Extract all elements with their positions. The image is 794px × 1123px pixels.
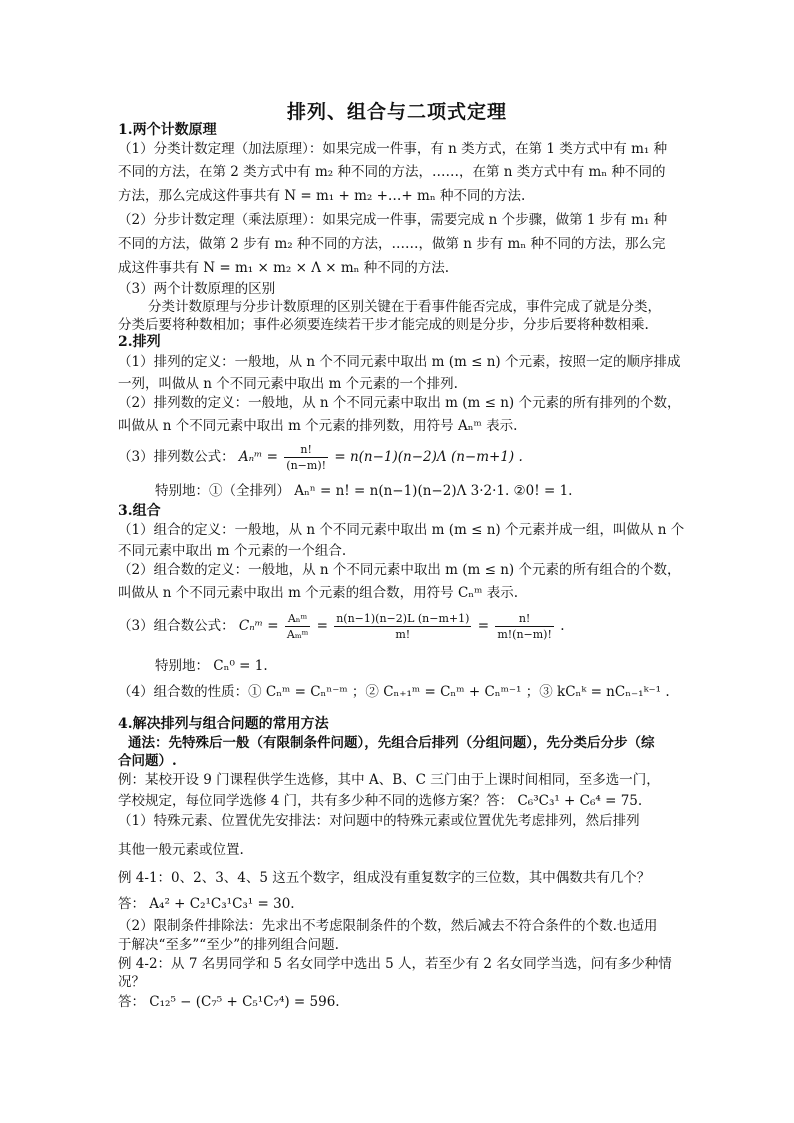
text-line: 其他一般元素或位置.	[118, 842, 244, 858]
text-line-bold: 通法：先特殊后一般（有限制条件问题），先组合后排列（分组问题），先分类后分步（综	[128, 735, 655, 751]
equals-sign: =	[316, 618, 328, 634]
formula-rhs: = n(n−1)(n−2)Λ (n−m+1) .	[334, 449, 523, 465]
fraction	[495, 611, 554, 642]
text-line: （2）分步计数定理（乘法原理）：如果完成一件事，需要完成 n 个步骤，做第 1 步有 m₁ 种	[118, 212, 668, 228]
formula-lhs: Cₙᵐ =	[238, 618, 279, 634]
text-line: （1）特殊元素、位置优先安排法：对问题中的特殊元素或位置优先考虑排列，然后排列	[118, 813, 640, 829]
text-line: （1）分类计数定理（加法原理）：如果完成一件事，有 n 类方式，在第 1 类方式中有 m₁ 种	[118, 141, 668, 157]
period: .	[560, 618, 565, 634]
text-line: 例 4-1：0、2、3、4、5 这五个数字，组成没有重复数字的三位数，其中偶数共有几个？	[118, 870, 651, 886]
fraction-numerator: n!	[495, 611, 554, 627]
text-line: 答： A₄² + C₂¹C₃¹C₃¹ = 30.	[118, 896, 295, 912]
text-line: 况？	[118, 974, 145, 990]
fraction-numerator: n(n−1)(n−2)L (n−m+1)	[336, 612, 470, 625]
text-line: 特别地：①（全排列） Aₙⁿ = n! = n(n−1)(n−2)Λ 3·2·1. ②0! = 1.	[155, 483, 573, 499]
fraction-denominator: m!	[395, 628, 411, 641]
text-line: 分类后要将种数相加；事件必须要连续若干步才能完成的则是分步，分步后要将种数相乘.	[118, 317, 649, 333]
text-line: 方法，那么完成这件事共有 N = m₁ + m₂ +…+ mₙ 种不同的方法.	[118, 188, 526, 204]
formula-label: （3）排列数公式：	[118, 449, 235, 465]
text-line: （1）组合的定义：一般地，从 n 个不同元素中取出 m (m ≤ n) 个元素并成一组，叫做从 n 个	[118, 522, 685, 538]
text-line: 分类计数原理与分步计数原理的区别关键在于看事件能否完成，事件完成了就是分类，	[148, 299, 661, 315]
formula-label: （3）组合数公式：	[118, 618, 235, 634]
text-line: 不同的方法，在第 2 类方式中有 m₂ 种不同的方法，……，在第 n 类方式中有 mₙ 种不同的	[118, 164, 666, 180]
text-line: 特别地： Cₙ⁰ = 1.	[155, 658, 268, 674]
text-line-bold: 合问题）.	[118, 753, 177, 769]
section-2-heading: 2.排列	[118, 334, 161, 350]
text-line: 不同的方法，做第 2 步有 m₂ 种不同的方法，……，做第 n 步有 mₙ 种不同的方法，那么完	[118, 236, 666, 252]
text-line: 不同元素中取出 m 个元素的一个组合.	[118, 543, 347, 559]
text-line: （1）排列的定义：一般地，从 n 个不同元素中取出 m (m ≤ n) 个元素，按照一定的顺序排成	[118, 354, 681, 370]
section-4-heading: 4.解决排列与组合问题的常用方法	[118, 716, 329, 732]
fraction-denominator: Aₘᵐ	[286, 628, 309, 641]
permutation-formula	[118, 440, 683, 474]
text-line: 例 4-2：从 7 名男同学和 5 名女同学中选出 5 人，若至少有 2 名女同学当选，问有多少种情	[118, 956, 672, 972]
section-1-heading: 1.两个计数原理	[118, 122, 217, 138]
text-line: 叫做从 n 个不同元素中取出 m 个元素的组合数，用符号 Cₙᵐ 表示.	[118, 585, 518, 601]
equals-sign: =	[477, 618, 490, 634]
text-line: （2）组合数的定义：一般地，从 n 个不同元素中取出 m (m ≤ n) 个元素的所有组合的个数，	[118, 562, 681, 578]
text-line: 于解决“至多”“至少”的排列组合问题.	[118, 937, 339, 953]
fraction-numerator: n!	[284, 442, 328, 458]
text-line: （4）组合数的性质：① Cₙᵐ = Cₙⁿ⁻ᵐ ；② Cₙ₊₁ᵐ = Cₙᵐ + Cₙᵐ⁻¹ ；③ kCₙᵏ = nCₙ₋₁ᵏ⁻¹ .	[118, 684, 670, 700]
fraction-denominator: (n−m)!	[286, 459, 327, 472]
text-line: （3）两个计数原理的区别	[118, 281, 276, 297]
fraction	[284, 442, 328, 473]
fraction-numerator: Aₙᵐ	[285, 611, 310, 627]
text-line: 答： C₁₂⁵ − (C₇⁵ + C₅¹C₇⁴) = 596.	[118, 994, 340, 1010]
fraction	[285, 611, 310, 642]
text-line: （2）限制条件排除法：先求出不考虑限制条件的个数，然后减去不符合条件的个数.也适用	[118, 918, 658, 934]
formula-lhs: Aₙᵐ =	[238, 449, 278, 465]
fraction-denominator: m!(n−m)!	[497, 628, 552, 641]
text-line: 叫做从 n 个不同元素中取出 m 个元素的排列数，用符号 Aₙᵐ 表示.	[118, 418, 518, 434]
section-3-heading: 3.组合	[118, 503, 161, 519]
combination-formula	[118, 608, 683, 644]
text-line: 成这件事共有 N = m₁ × m₂ × Λ × mₙ 种不同的方法.	[118, 260, 450, 276]
fraction	[334, 611, 471, 642]
text-line: 学校规定，每位同学选修 4 门，共有多少种不同的选修方案？答： C₆³C₃¹ + C₆⁴ = 75.	[118, 793, 643, 809]
text-line: 一列，叫做从 n 个不同元素中取出 m 个元素的一个排列.	[118, 376, 458, 392]
text-line: （2）排列数的定义：一般地，从 n 个不同元素中取出 m (m ≤ n) 个元素的所有排列的个数，	[118, 395, 681, 411]
text-line: 例：某校开设 9 门课程供学生选修，其中 A、B、C 三门由于上课时间相同，至多选一门，	[118, 772, 660, 788]
page-title: 排列、组合与二项式定理	[286, 101, 507, 123]
